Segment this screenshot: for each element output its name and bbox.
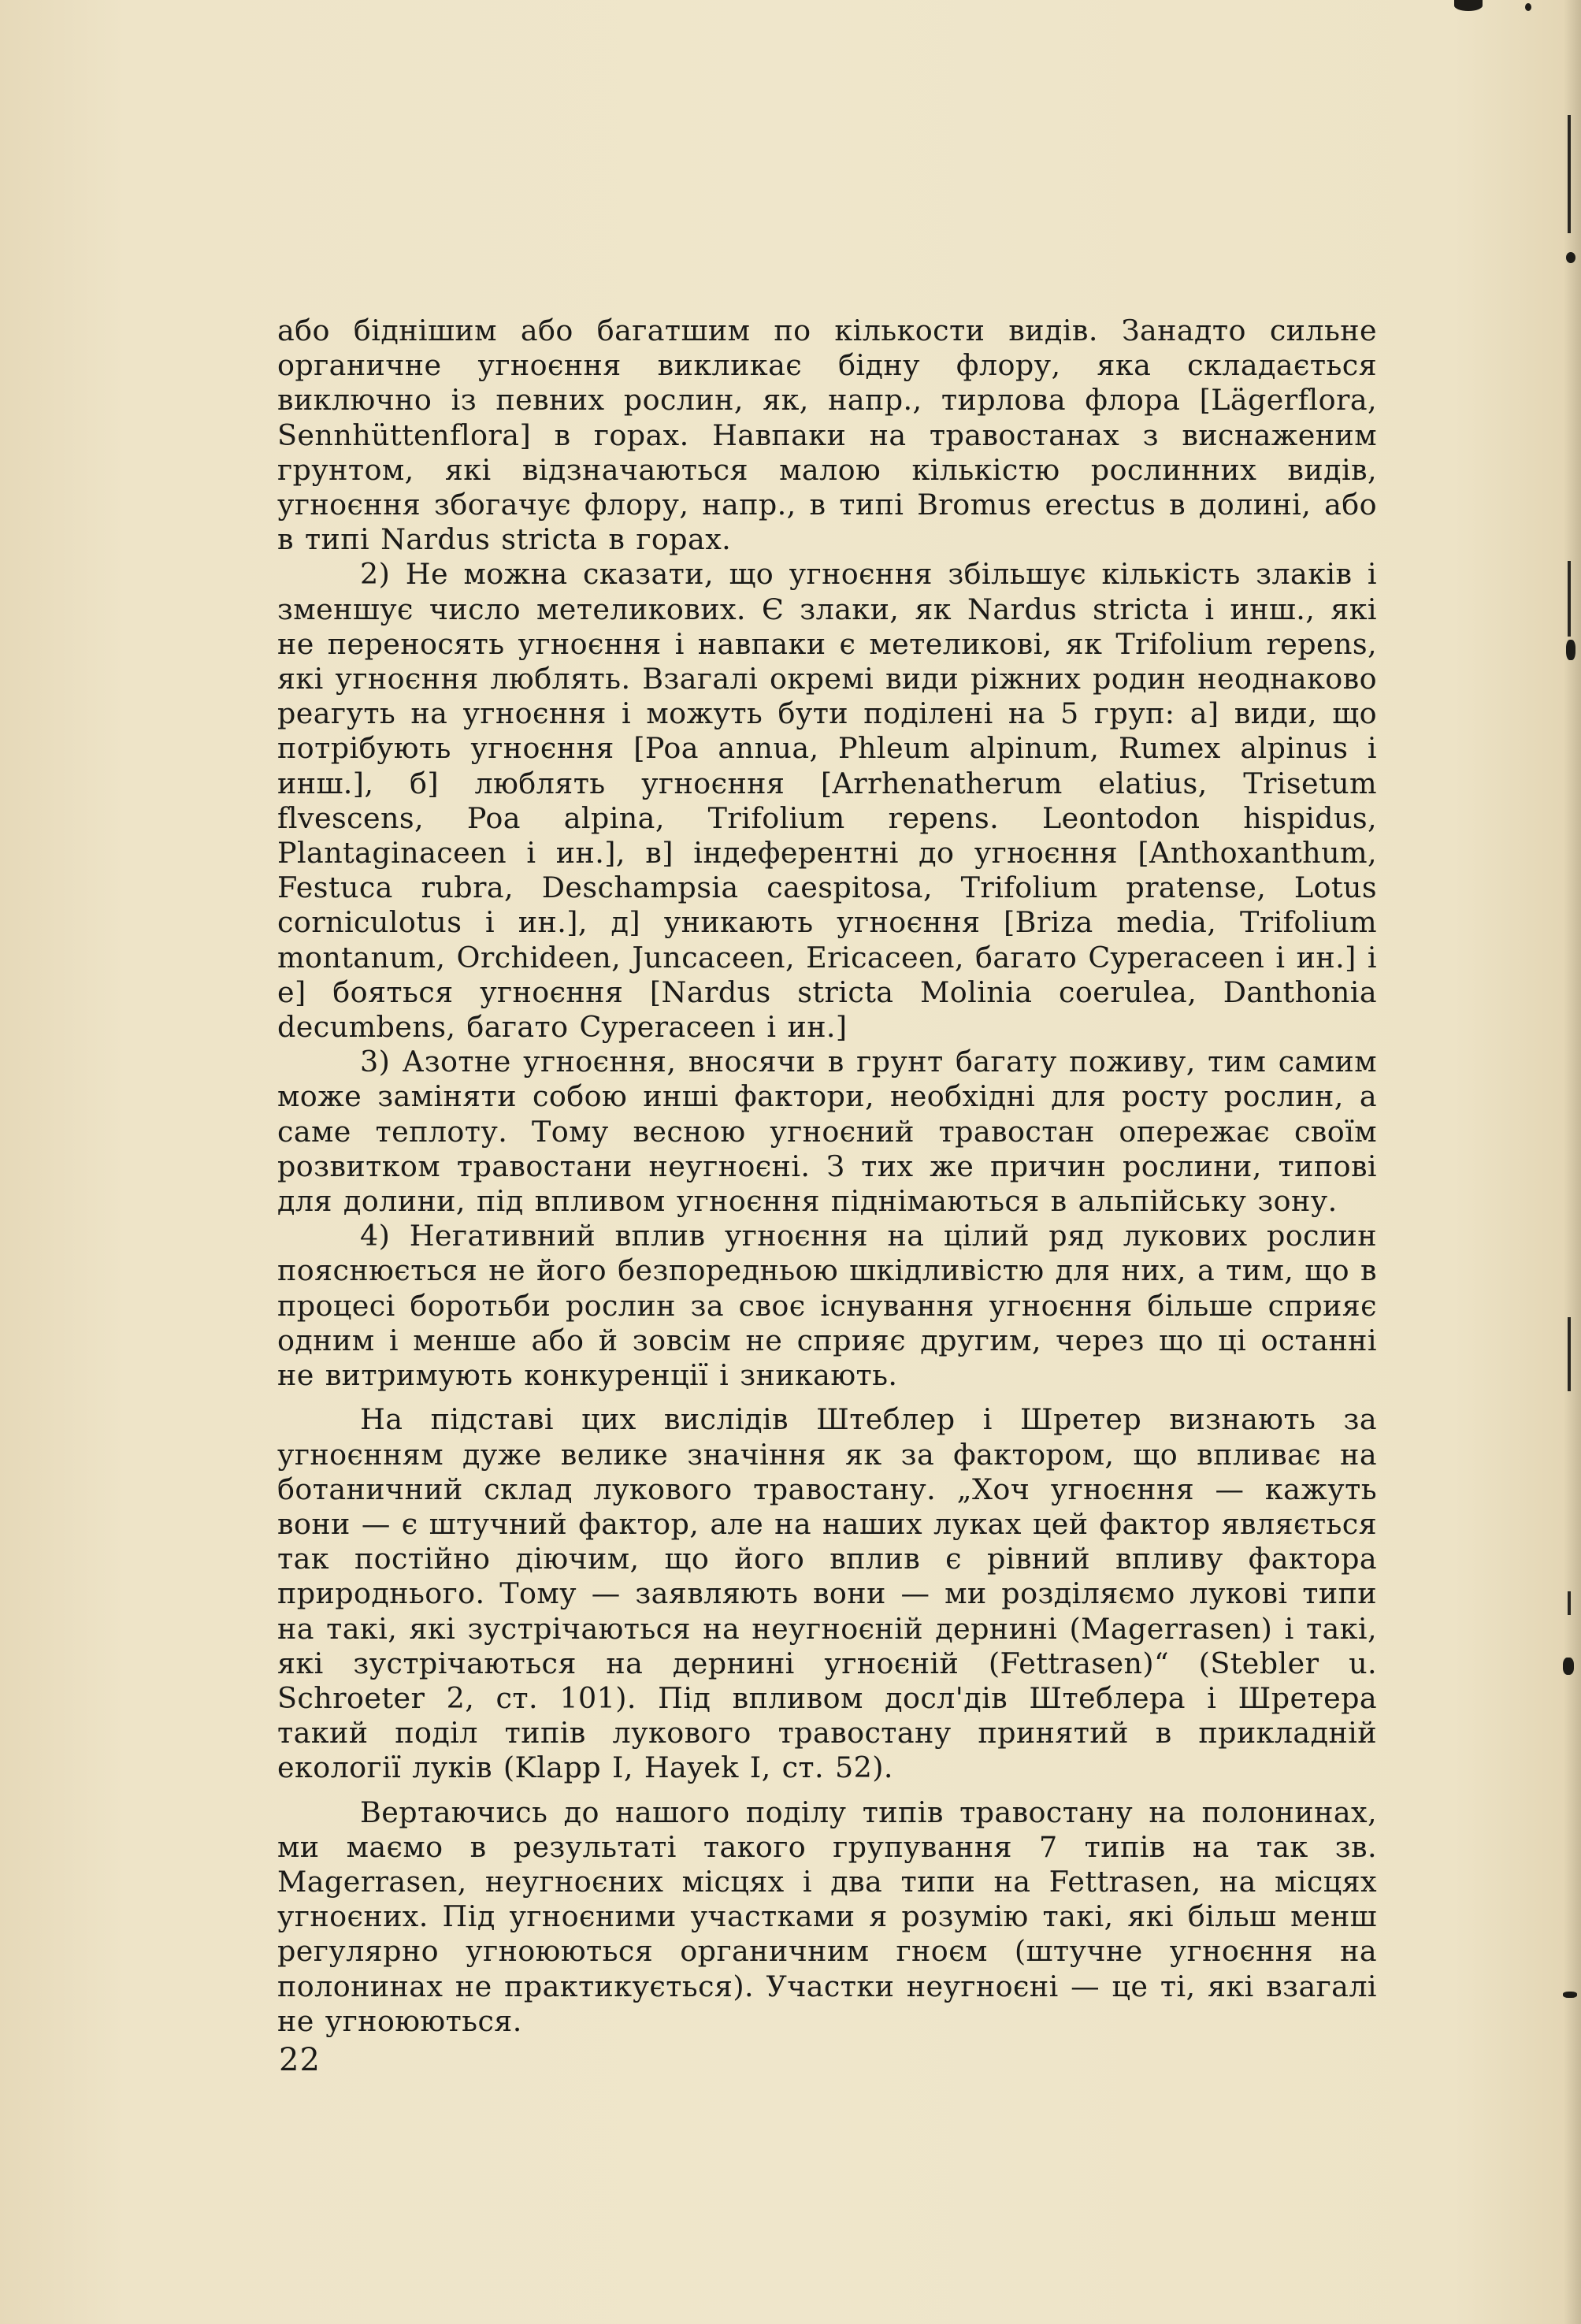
paragraph-1: або біднішим або багатшим по кількости видів. Занадто сильне органичне угноєння викликає бідну флору, яка складається виключно із певних рослин, як, напр., тирлова флора [Lägerflora, Sennhüttenflora] в горах. Навпаки на травостанах з виснаженим грунтом, які відзначаються малою кількістю рослинних видів, угноєння збогачує флору, напр., в типі Bromus erectus в долині, або в типі Nardus stricta в горах. xyxy=(277,314,1377,557)
paragraph-5: На підставі цих вислідів Штеблер і Шретер визнають за угноєнням дуже велике значіння як за фактором, що впливає на ботаничний склад лукового травостану. „Хоч угноєння — кажуть вони — є штучний фактор, але на наших луках цей фактор являється так постійно діючим, що його вплив є рівний впливу фактора природнього. Тому — заявляють вони — ми розділяємо лукові типи на такі, які зустрічаються на неугноєній дернині (Magerrasen) і такі, які зустрічаються на дернині угноєній (Fettrasen)“ (Stebler u. Schroeter 2, ст. 101). Під впливом досл'дів Штеблера і Шретера такий поділ типів лукового травостану принятий в прикладній екології луків (Klapp I, Hayek I, ст. 52). xyxy=(277,1402,1377,1785)
page-spine-shadow xyxy=(1564,0,1581,2324)
ink-dot-right-2 xyxy=(1566,640,1575,660)
ink-dot-right xyxy=(1566,252,1575,263)
ink-dot-right-3 xyxy=(1563,1658,1574,1675)
margin-mark-4 xyxy=(1568,1591,1571,1615)
page-number: 22 xyxy=(279,2042,321,2078)
paragraph-3: 3) Азотне угноєння, вносячи в грунт багату поживу, тим самим може заміняти собою инші фактори, необхідні для росту рослин, а саме теплоту. Тому весною угноєний травостан опережає своїм розвитком травостани неугноєні. З тих же причин рослини, типові для долини, під впливом угноєння піднімаються в альпійську зону. xyxy=(277,1045,1377,1219)
margin-mark-1 xyxy=(1568,115,1571,233)
margin-mark-2 xyxy=(1568,561,1571,637)
ink-dot-right-4 xyxy=(1563,1992,1577,1998)
body-text xyxy=(277,314,1377,2039)
paragraph-2: 2) Не можна сказати, що угноєння збільшує кількість злаків і зменшує число метеликових. Є злаки, як Nardus stricta і инш., які не переносять угноєння і навпаки є метеликові, як Trifolium repens, які угноєння люблять. Взагалі окремі види ріжних родин неоднаково реагуть на угноєння і можуть бути поділені на 5 груп: а] види, що потрібують угноєння [Poa annua, Phleum alpinum, Rumex alpinus і инш.], б] люблять угноєння [Arrhenatherum elatius, Trisetum flvescens, Poa alpina, Trifolium repens. Leontodon hispidus, Plantaginaceen і ин.], в] індеферентні до угноєння [Anthoxanthum, Festuca rubra, Deschampsia caespitosa, Trifolium pratense, Lotus corniculotus і ин.], д] уникають угноєння [Briza media, Trifolium montanum, Orchideen, Juncaceen, Ericaceen, багато Cyperaceen і ин.] і е] бояться угноєння [Nardus stricta Molinia coerulea, Danthonia decumbens, багато Cyperaceen і ин.] xyxy=(277,557,1378,1045)
ink-blot-top-small xyxy=(1525,3,1531,11)
paragraph-6: Вертаючись до нашого поділу типів травостану на полонинах, ми маємо в результаті такого групування 7 типів на так зв. Magerrasen, неугноєних місцях і два типи на Fettrasen, на місцях угноєних. Під угноєними участками я розумію такі, які більш менш регулярно угноюються органичним гноєм (штучне угноєння на полонинах не практикується). Участки неугноєні — це ті, які взагалі не угноюються. xyxy=(277,1795,1377,2038)
paragraph-4: 4) Негативний вплив угноєння на цілий ряд лукових рослин пояснюється не його безпоредньою шкідливістю для них, а тим, що в процесі боротьби рослин за своє існування угноєння більше сприяє одним і менше або й зовсім не сприяє другим, через що ці останні не витримують конкуренції і зникають. xyxy=(277,1219,1377,1393)
ink-blot-top xyxy=(1454,0,1483,11)
margin-mark-3 xyxy=(1568,1317,1571,1391)
